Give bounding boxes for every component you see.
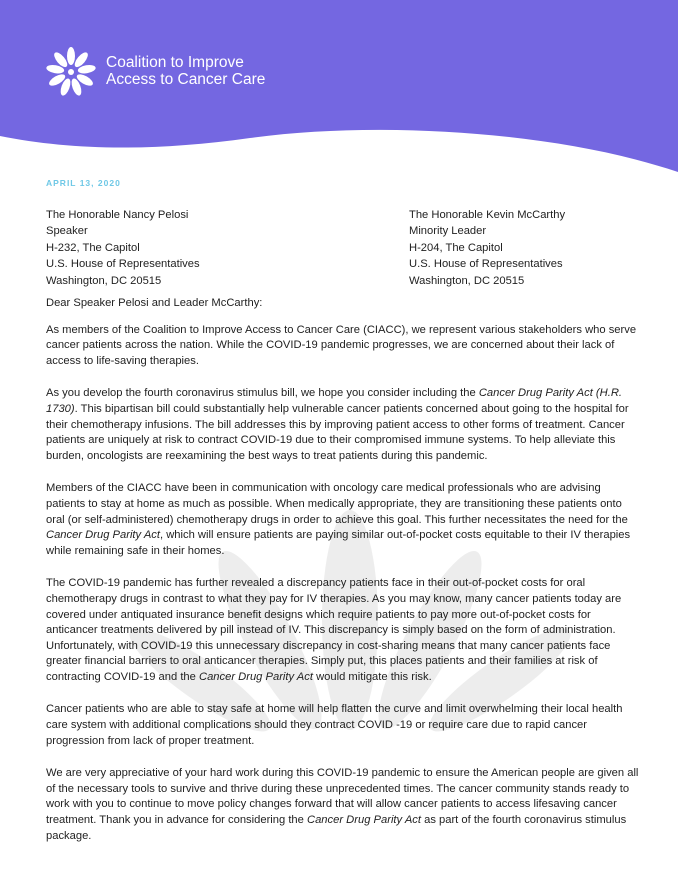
recipient-org: U.S. House of Representatives	[46, 258, 200, 271]
recipient-title: Minority Leader	[409, 225, 487, 238]
recipient-name: The Honorable Nancy Pelosi	[46, 209, 189, 221]
recipient-address-right	[409, 207, 565, 289]
act-name: Cancer Drug Parity Act (H.R. 1730)	[46, 387, 623, 415]
letter-date: APRIL 13, 2020	[46, 178, 121, 188]
paragraph-4: The COVID-19 pandemic has further revealed a discrepancy patients face in their out-of-pocket costs for oral chemotherapy drugs in contrast to what they pay for IV therapies. As you may know, many cancer patients today are covered under antiquated insurance benefit designs which require patients to pay more out-of-pocket costs for anticancer treatments delivered by pill instead of IV. This discrepancy is simply based on the form of administration. Unfortunately, with COVID-19 this unnecessary discrepancy in cost-sharing means that many cancer patients face greater financial barriers to oral anticancer therapies. Simply put, this places patients and their families at risk of contracting COVID-19 and the Cancer Drug Parity Act would mitigate this risk.	[46, 577, 622, 683]
paragraph-5: Cancer patients who are able to stay safe at home will help flatten the curve and limit overwhelming their local health care system with additional complications should they contract COVID -19 or require care due to rapid cancer progression from lack of proper treatment.	[46, 703, 623, 747]
leaf-cluster-icon	[44, 45, 98, 99]
recipient-office: H-204, The Capitol	[409, 241, 503, 254]
act-name: Cancer Drug Parity Act	[198, 670, 313, 683]
recipient-org: U.S. House of Representatives	[409, 258, 563, 271]
recipient-title: Speaker	[46, 225, 88, 238]
paragraph-1: As members of the Coalition to Improve Access to Cancer Care (CIACC), we represent various stakeholders who serve cancer patients across the nation. While the COVID-19 pandemic progresses, we are concerned about their lack of access to life-saving therapies.	[46, 323, 637, 367]
org-name-line-1: Coalition to Improve	[106, 54, 244, 71]
recipient-office: H-232, The Capitol	[46, 241, 140, 254]
salutation: Dear Speaker Pelosi and Leader McCarthy:	[46, 297, 263, 309]
recipient-name: The Honorable Kevin McCarthy	[409, 209, 566, 221]
recipient-address-left	[46, 207, 200, 289]
act-name: Cancer Drug Parity Act	[307, 814, 421, 827]
act-name: Cancer Drug Parity Act	[46, 529, 160, 542]
paragraph-6: We are very appreciative of your hard work during this COVID-19 pandemic to ensure the American people are given all of the necessary tools to survive and thrive during these unprecedented times. The cancer community stands ready to work with you to continue to move policy changes forward that will allow cancer patients to access lifesaving cancer treatment. Thank you in advance for considering the Cancer Drug Parity Act as part of the fourth coronavirus stimulus package.	[46, 767, 639, 842]
org-name	[106, 54, 265, 88]
paragraph-3: Members of the CIACC have been in communication with oncology care medical professionals who are advising patients to stay at home as much as possible. When medically appropriate, they are transitioning these patients onto oral (or self-administered) chemotherapy drugs in order to achieve this goal. This further necessitates the need for the Cancer Drug Parity Act, which will ensure patients are paying similar out-of-pocket costs equitable to their IV therapies while remaining safe in their homes.	[46, 482, 631, 557]
org-name-line-2: Access to Cancer Care	[106, 71, 266, 88]
letter-body	[46, 296, 640, 861]
recipient-city: Washington, DC 20515	[409, 274, 525, 287]
header-band	[0, 0, 678, 185]
paragraph-2: As you develop the fourth coronavirus stimulus bill, we hope you consider including the Cancer Drug Parity Act (H.R. 1730). This bipartisan bill could substantially help vulnerable cancer patients concerned about going to the hospital for their chemotherapy infusions. The bill addresses this by improving patient access to other forms of treatment. Cancer patients are uniquely at risk to contract COVID-19 due to their compromised immune systems. To help alleviate this burden, oncologists are reexamining the best ways to treat patients during this pandemic.	[46, 387, 629, 462]
recipient-city: Washington, DC 20515	[46, 274, 162, 287]
